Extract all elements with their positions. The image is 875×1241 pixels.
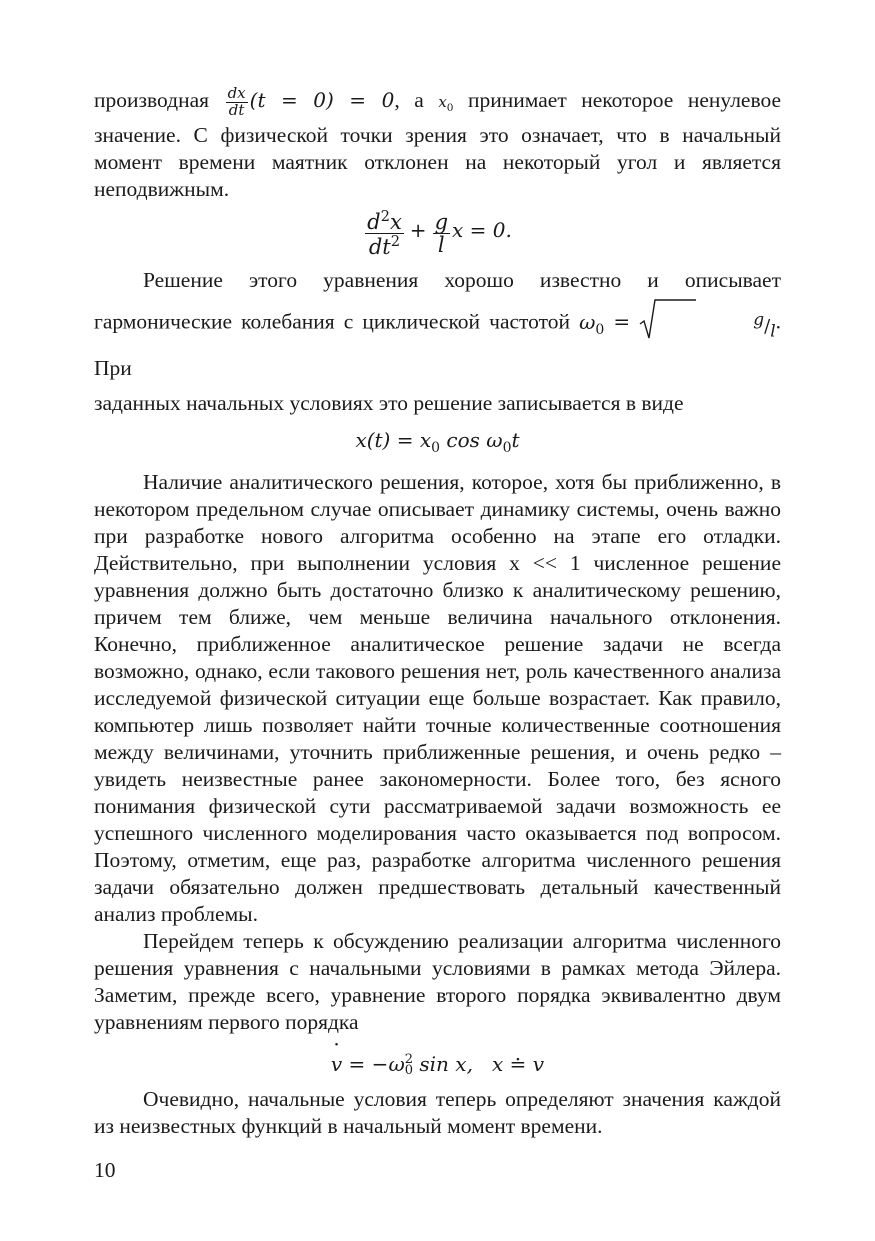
paragraph-euler-method: Перейдем теперь к обсуждению реализации алгоритма численного решения уравнения с начальными условиями в рамках метода Эйлера. Заметим, прежде всего, уравнение второго порядка эквивалентно двум уравнениям первого порядка — [94, 928, 781, 1034]
equation-pendulum: $\frac{d^2x}{dt^2}$ + $\frac{g}{l}$ x = 0. — [367, 208, 512, 260]
derivative-condition: (t = 0) = 0 — [249, 88, 395, 113]
omega-zero: $\omega_0$ — [579, 310, 605, 339]
g-over-l: $\frac{g}{l}$ — [434, 210, 449, 258]
paragraph-initial-conditions: производная $\frac{dx}{dt}$ (t = 0) = 0, а $x_0$ принимает некоторое ненулевое значение. С физической точки зрения это означает, что в начальный момент времени маятник отклонен на некоторый угол и является неподвижным. — [94, 84, 782, 202]
page-body — [94, 84, 781, 1140]
equation-first-order-system: · v = −ω 2 0 sin x, x ≐ v — [94, 1050, 781, 1078]
sqrt-g-over-l: $^g/_l$ — [639, 298, 775, 350]
paragraph-initial: заданных начальных условиях это решение записывается в виде — [94, 390, 684, 415]
paragraph-conclusion: Очевидно, начальные условия теперь определяют значения каждой из неизвестных функций в начальный момент времени. — [94, 1086, 781, 1138]
page-number: 10 — [94, 1158, 116, 1182]
paragraph-solution: Решение этого уравнения хорошо известно и описывает гармонические колебания с циклической частотой $\omega_0$ = $^g/_l$. При — [94, 268, 781, 380]
second-derivative: $\frac{d^2x}{dt^2}$ — [367, 208, 402, 260]
equation-solution: $x(t) = x_0$ $\cos \omega_0t$ — [355, 427, 520, 456]
derivative-fraction: $\frac{dx}{dt}$ — [227, 84, 246, 119]
x0-symbol: $x_0$ — [438, 93, 454, 115]
paragraph-analytic-solution: Наличие аналитического решения, которое, хотя бы приближенно, в некотором предельном случае описывает динамику системы, очень важно при разработке нового алгоритма особенно на этапе его отладки. Действительно, при выполнении условия x << 1 численное решение уравнения должно быть достаточно близко к аналитическому решению, причем тем ближе, чем меньше величина начального отклонения. Конечно, приближенное аналитическое решение задачи не всегда возможно, однако, если такового решения нет, роль качественного анализа исследуемой физической ситуации еще больше возрастает. Как правило, компьютер лишь позволяет найти точные количественные соотношения между величинами, уточнить приближенные решения, и очень редко – увидеть неизвестные ранее закономерности. Более того, без ясного понимания физической сути рассматриваемой задачи возможность ее успешного численного моделирования часто оказывается под вопросом. Поэтому, отметим, еще раз, разработке алгоритма численного решения задачи обязательно должен предшествовать детальный качественный анализ проблемы. — [94, 469, 781, 926]
